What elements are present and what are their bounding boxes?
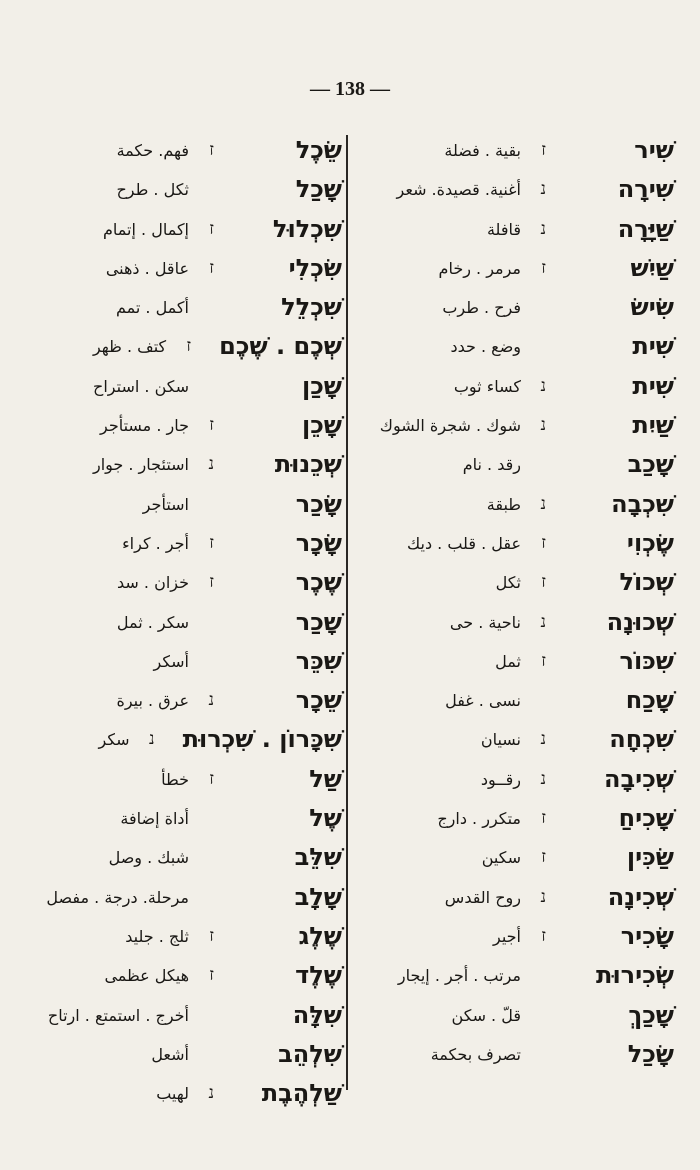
- dictionary-entry: [356, 171, 676, 210]
- arabic-translation: بقية . فضلة: [444, 141, 521, 160]
- dictionary-entry: [356, 564, 676, 603]
- arabic-translation: استئجار . جوار: [92, 455, 189, 475]
- gender-marker: ז: [209, 257, 214, 278]
- hebrew-headword: שַׁל: [309, 764, 342, 793]
- dictionary-entry: [356, 839, 676, 878]
- arabic-translation: كتف . ظهر: [92, 337, 167, 357]
- arabic-translation: كساء ثوب: [453, 376, 521, 396]
- dictionary-entry: [24, 211, 344, 250]
- page-number: — 138 —: [310, 78, 390, 100]
- hebrew-headword: שָׁכַךְ: [628, 1000, 674, 1029]
- gender-marker: נ: [208, 1083, 214, 1104]
- gender-marker: ז: [209, 965, 214, 986]
- arabic-translation: وضع . حدد: [450, 337, 521, 357]
- dictionary-entry: [24, 171, 344, 210]
- gender-marker: נ: [540, 886, 546, 907]
- arabic-translation: مرحلة. درجة . مفصل: [46, 887, 189, 907]
- hebrew-headword: שְׂכִירוּת: [596, 961, 674, 990]
- arabic-translation: ثكل: [495, 573, 521, 593]
- hebrew-headword: שֵׁכָר: [295, 686, 342, 715]
- arabic-translation: ناحية . حى: [449, 612, 521, 632]
- gender-marker: ז: [541, 572, 546, 593]
- arabic-translation: ثمل: [495, 651, 521, 671]
- left-column: [24, 132, 344, 1114]
- gender-marker: ז: [541, 257, 546, 278]
- hebrew-headword: שָׂכִיר: [620, 921, 674, 950]
- arabic-translation: خزان . سد: [117, 573, 189, 593]
- arabic-translation: إكمال . إتمام: [103, 219, 189, 239]
- arabic-translation: سكن . استراح: [93, 376, 189, 396]
- arabic-translation: سكين: [481, 848, 521, 868]
- dictionary-entry: [24, 446, 344, 485]
- dictionary-entry: [24, 289, 344, 328]
- hebrew-headword: שְׁכִיבָה: [604, 764, 674, 793]
- dictionary-entry: [356, 604, 676, 643]
- hebrew-headword: שַׁיִשׁ: [630, 253, 674, 282]
- gender-marker: נ: [540, 493, 546, 514]
- hebrew-headword: שְׁכִינָה: [607, 882, 674, 911]
- gender-marker: ז: [541, 140, 546, 160]
- arabic-translation: أخرج . استمتع . ارتاح: [47, 1005, 189, 1025]
- dictionary-entry: [356, 643, 676, 682]
- hebrew-headword: שִׁית: [632, 332, 674, 361]
- hebrew-headword: שִׁלֵּב: [294, 843, 342, 872]
- hebrew-headword: שִׂכְלִי: [288, 253, 342, 282]
- dictionary-entry: [24, 761, 344, 800]
- arabic-translation: أسكر: [153, 651, 189, 671]
- gender-marker: נ: [540, 729, 546, 750]
- dictionary-entry: [24, 250, 344, 289]
- dictionary-entry: [356, 289, 676, 328]
- hebrew-headword: שָׂכָר: [295, 528, 342, 557]
- dictionary-entry: [24, 525, 344, 564]
- dictionary-entry: [24, 564, 344, 603]
- arabic-translation: أكمل . تمم: [115, 298, 189, 318]
- arabic-translation: خطأ: [161, 769, 189, 789]
- gender-marker: ז: [209, 532, 214, 553]
- hebrew-headword: שֶׁל: [309, 804, 342, 833]
- arabic-translation: متكرر . دارج: [437, 809, 521, 829]
- dictionary-entry: [24, 328, 344, 367]
- dictionary-entry: [24, 997, 344, 1036]
- hebrew-headword: שָׁכַח: [625, 686, 674, 715]
- gender-marker: ז: [541, 532, 546, 553]
- arabic-translation: نسيان: [480, 730, 521, 750]
- dictionary-entry: [24, 486, 344, 525]
- arabic-translation: فرح . طرب: [442, 298, 521, 318]
- gender-marker: נ: [540, 415, 546, 436]
- arabic-translation: مرمر . رخام: [438, 258, 521, 278]
- hebrew-headword: שְׁכוּנָה: [606, 607, 674, 636]
- arabic-translation: طبقة: [486, 494, 521, 514]
- gender-marker: ז: [209, 572, 214, 593]
- arabic-translation: شبك . وصل: [108, 848, 189, 868]
- hebrew-headword: שִׁכּוֹר: [619, 646, 674, 675]
- arabic-translation: أشعل: [151, 1044, 189, 1064]
- dictionary-entry: [24, 368, 344, 407]
- dictionary-entry: [24, 839, 344, 878]
- gender-marker: נ: [540, 375, 546, 396]
- hebrew-headword: שָׁכַל: [295, 175, 342, 204]
- hebrew-headword: שַׂכִּין: [626, 843, 674, 872]
- dictionary-entry: [356, 761, 676, 800]
- arabic-translation: شوك . شجرة الشوك: [379, 416, 521, 436]
- hebrew-headword: שַׁלְהֶבֶת: [261, 1079, 342, 1108]
- arabic-translation: قافلة: [486, 219, 521, 239]
- dictionary-entry: [24, 1036, 344, 1075]
- hebrew-headword: שֵׂכֶל: [295, 136, 342, 164]
- hebrew-headword: שִׁכֵּר: [295, 646, 342, 675]
- hebrew-headword: שִׁכְחָה: [609, 725, 674, 754]
- arabic-translation: أداة إضافة: [120, 809, 189, 829]
- hebrew-headword: שְׁכוֹל: [619, 568, 674, 597]
- arabic-translation: تصرف بحكمة: [430, 1044, 521, 1064]
- right-column: [356, 132, 676, 1075]
- column-divider: [346, 135, 348, 1090]
- hebrew-headword: שִׁלְהֵב: [278, 1039, 342, 1068]
- hebrew-headword: שִׁיר: [634, 136, 674, 164]
- hebrew-headword: שָׁכַן: [301, 371, 342, 400]
- dictionary-entry: [356, 368, 676, 407]
- dictionary-entry: [24, 879, 344, 918]
- arabic-translation: لهيب: [156, 1084, 189, 1104]
- dictionary-entry: [356, 957, 676, 996]
- gender-marker: נ: [208, 690, 214, 711]
- hebrew-headword: שָׁכֵן: [301, 411, 342, 440]
- hebrew-headword: שַׁיִת: [632, 411, 674, 440]
- arabic-translation: رقد . نام: [462, 455, 521, 475]
- hebrew-headword: שָׁכִיחַ: [618, 804, 674, 833]
- dictionary-entry: [356, 446, 676, 485]
- dictionary-entry: [24, 721, 344, 760]
- hebrew-headword: שָׂכַל: [627, 1039, 674, 1068]
- gender-marker: ז: [209, 768, 214, 789]
- gender-marker: ז: [209, 415, 214, 436]
- dictionary-entry: [24, 643, 344, 682]
- gender-marker: ז: [541, 925, 546, 946]
- arabic-translation: مرتب . أجر . إيجار: [397, 966, 521, 986]
- gender-marker: ז: [541, 847, 546, 868]
- dictionary-entry: [356, 328, 676, 367]
- arabic-translation: قلّ . سكن: [451, 1005, 521, 1025]
- gender-marker: נ: [540, 179, 546, 200]
- arabic-translation: أغنية. قصيدة. شعر: [396, 180, 521, 200]
- gender-marker: ז: [209, 140, 214, 160]
- hebrew-headword: שִׁכְבָה: [611, 489, 674, 518]
- hebrew-headword: שֶׁכֶר: [295, 568, 342, 597]
- hebrew-headword: שֶׂכְוִי: [626, 528, 674, 557]
- arabic-translation: جار . مستأجر: [99, 416, 189, 436]
- arabic-translation: روح القدس: [444, 887, 521, 907]
- hebrew-headword: שָׁכַב: [627, 450, 674, 479]
- dictionary-entry: [24, 1075, 344, 1114]
- hebrew-headword: שִׁית: [632, 371, 674, 400]
- arabic-translation: استأجر: [142, 494, 189, 514]
- dictionary-entry: [24, 132, 344, 171]
- hebrew-headword: שִׂישׂ: [630, 293, 674, 322]
- hebrew-headword: שֶׁלֶג: [298, 921, 342, 950]
- dictionary-entry: [24, 604, 344, 643]
- hebrew-headword: שְׁכֶם . שֶׁכֶם: [219, 332, 342, 361]
- dictionary-entry: [24, 957, 344, 996]
- hebrew-headword: שָׁכַר: [295, 607, 342, 636]
- gender-marker: ז: [209, 925, 214, 946]
- gender-marker: נ: [149, 729, 155, 750]
- arabic-translation: عقل . قلب . ديك: [407, 533, 521, 553]
- arabic-translation: رقــود: [480, 769, 521, 789]
- hebrew-headword: שָׁלָב: [294, 882, 342, 911]
- dictionary-entry: [24, 682, 344, 721]
- arabic-translation: أجر . كراء: [122, 533, 189, 553]
- hebrew-headword: שִׁכְלֵל: [281, 293, 342, 322]
- arabic-translation: ثلج . جليد: [125, 926, 189, 946]
- dictionary-entry: [356, 407, 676, 446]
- dictionary-entry: [356, 721, 676, 760]
- arabic-translation: نسى . غفل: [445, 691, 521, 711]
- hebrew-headword: שֶׁלֶד: [295, 961, 342, 990]
- hebrew-headword: שִׁלָּה: [292, 1000, 342, 1029]
- dictionary-entry: [356, 879, 676, 918]
- arabic-translation: عاقل . ذهنى: [105, 258, 189, 278]
- hebrew-headword: שָׂכַר: [295, 489, 342, 518]
- dictionary-entry: [24, 918, 344, 957]
- gender-marker: ז: [209, 218, 214, 239]
- dictionary-entry: [356, 800, 676, 839]
- gender-marker: ז: [541, 808, 546, 829]
- dictionary-entry: [356, 211, 676, 250]
- hebrew-headword: שִׁכְלוּל: [272, 214, 342, 243]
- arabic-translation: عرق . بيرة: [116, 691, 189, 711]
- dictionary-entry: [24, 407, 344, 446]
- dictionary-entry: [356, 997, 676, 1036]
- arabic-translation: أجير: [493, 926, 521, 946]
- arabic-translation: هيكل عظمى: [104, 966, 189, 986]
- gender-marker: נ: [540, 768, 546, 789]
- arabic-translation: ثكل . طرح: [116, 180, 189, 200]
- dictionary-entry: [356, 1036, 676, 1075]
- dictionary-entry: [356, 918, 676, 957]
- gender-marker: ז: [541, 650, 546, 671]
- dictionary-entry: [356, 682, 676, 721]
- gender-marker: נ: [208, 454, 214, 475]
- dictionary-entry: [356, 525, 676, 564]
- arabic-translation: سكر . ثمل: [116, 612, 189, 632]
- dictionary-entry: [356, 132, 676, 171]
- gender-marker: ז: [186, 336, 192, 357]
- gender-marker: נ: [540, 218, 546, 239]
- hebrew-headword: שִׁכָּרוֹן . שִׁכְרוּת: [182, 725, 342, 754]
- hebrew-headword: שִׁירָה: [617, 175, 674, 204]
- dictionary-entry: [356, 250, 676, 289]
- hebrew-headword: שַׁיָּרָה: [617, 214, 674, 243]
- arabic-translation: فهم. حكمة: [116, 141, 189, 160]
- dictionary-entry: [356, 486, 676, 525]
- hebrew-headword: שְׁכֵנוּת: [274, 450, 342, 479]
- dictionary-entry: [24, 800, 344, 839]
- gender-marker: נ: [540, 611, 546, 632]
- arabic-translation: سكر: [98, 730, 130, 750]
